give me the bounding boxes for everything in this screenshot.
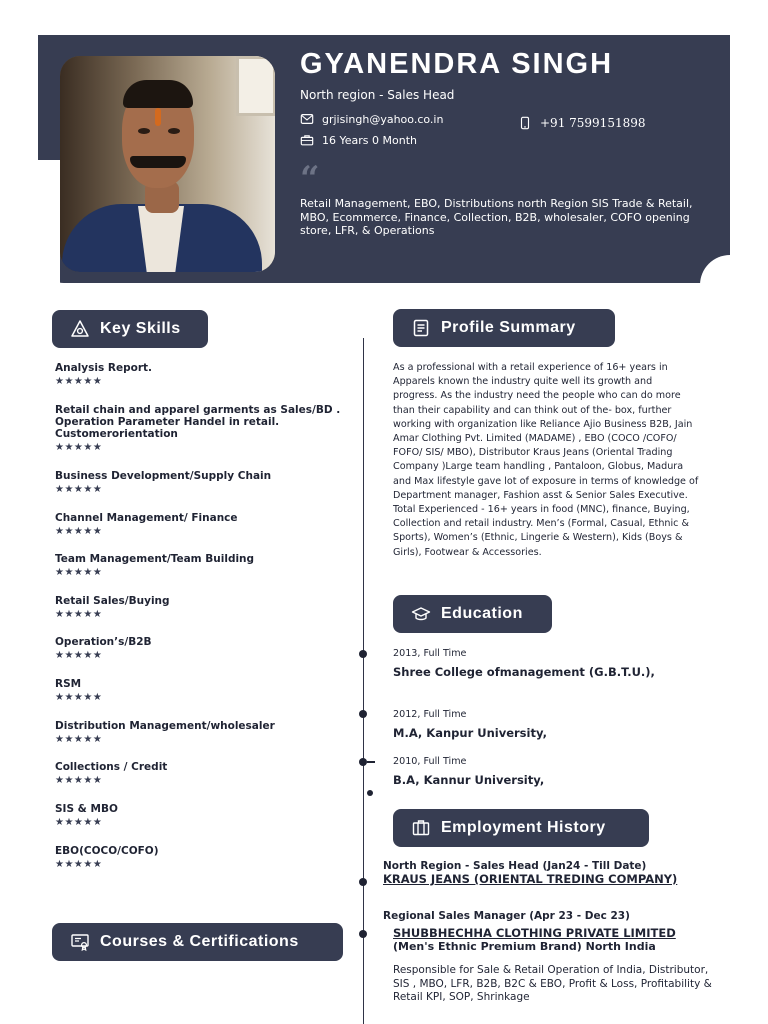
skill-title: Team Management/Team Building — [55, 553, 255, 565]
skill-item — [55, 553, 345, 579]
timeline-dot — [359, 710, 367, 718]
profile-summary-text: As a professional with a retail experience of 16+ years in Apparels known the industry quite well its growth and progress. As the industry need the people who can do more than their capability and can think out of the- box, further working with organization like Reliance Ajio Business B2B, Jain Amar Clothing Pvt. Limited (MADAME) , EBO (COCO /COFO/ FOFO/ SIS/ MBO), Distributor Kraus Jeans (Oriental Trading Company )Large team handling , Pantaloon, Globus, Madura and Max lifestyle gave lot of exposure in terms of knowledge of Department manager, Fashion asst & Senior Sales Executive. Total Experienced - 16+ years in food (MNC), finance, Buying, Collection and retail industry. Men’s (Formal, Casual, Ethnic & Sports), Women’s (Ethnic, Lingerie & Western), Kids (Boys & Girls), Footwear & Accessories. — [393, 362, 699, 558]
skill-title: Collections / Credit — [55, 761, 168, 773]
education-school: Shree College ofmanagement (G.B.T.U.), — [393, 665, 655, 679]
skill-item — [55, 845, 345, 871]
email-text: grjisingh@yahoo.co.in — [322, 112, 444, 126]
key-skills-heading — [52, 310, 208, 348]
mail-icon — [300, 112, 314, 126]
skills-icon — [70, 319, 90, 339]
job-title: Regional Sales Manager (Apr 23 - Dec 23) — [383, 910, 630, 922]
timeline-dot — [359, 930, 367, 938]
mobile-phone-icon — [518, 116, 532, 130]
skill-rating: ★★★★★ — [55, 609, 103, 620]
profile-summary-label: Profile Summary — [441, 319, 576, 336]
skill-title: Distribution Management/wholesaler — [55, 720, 275, 732]
document-icon — [411, 318, 431, 338]
skill-rating: ★★★★★ — [55, 692, 103, 703]
skill-rating: ★★★★★ — [55, 567, 103, 578]
employment-history-label: Employment History — [441, 819, 606, 836]
skill-title: Analysis Report. — [55, 362, 153, 374]
experience-info — [300, 133, 417, 147]
skill-item — [55, 803, 345, 829]
key-skills-label: Key Skills — [100, 320, 181, 337]
skill-rating: ★★★★★ — [55, 376, 103, 387]
skill-item — [55, 761, 345, 787]
skill-rating: ★★★★★ — [55, 775, 103, 786]
job-description: Responsible for Sale & Retail Operation of India, Distributor, SIS , MBO, LFR, B2B, B2C & EBO, Profit & Loss, Profitability & Retail KPI, SOP, Shrinkage — [393, 964, 712, 1003]
skill-title: Operation’s/B2B — [55, 636, 152, 648]
skill-title: Business Development/Supply Chain — [55, 470, 272, 482]
skill-item — [55, 362, 345, 388]
education-school: M.A, Kanpur University, — [393, 726, 547, 740]
skill-rating: ★★★★★ — [55, 442, 103, 453]
skill-title: Retail chain and apparel garments as Sales/BD . Operation Parameter Handel in retail. Customerorientation — [55, 404, 341, 440]
skill-item — [55, 512, 345, 538]
education-year: 2013, Full Time — [393, 648, 467, 659]
education-year: 2010, Full Time — [393, 756, 467, 767]
skill-title: Channel Management/ Finance — [55, 512, 238, 524]
candidate-role: North region - Sales Head — [300, 88, 455, 102]
skill-item — [55, 720, 345, 746]
skill-item — [55, 678, 345, 704]
skill-item — [55, 404, 345, 454]
graduation-cap-icon — [411, 604, 431, 624]
skill-rating: ★★★★★ — [55, 859, 103, 870]
header-summary: Retail Management, EBO, Distributions north Region SIS Trade & Retail, MBO, Ecommerce, Finance, Collection, B2B, wholesaler, COFO opening store, LFR, & Operations — [300, 197, 693, 237]
skill-rating: ★★★★★ — [55, 484, 103, 495]
job-title: North Region - Sales Head (Jan24 - Till Date) — [383, 860, 647, 872]
experience-text: 16 Years 0 Month — [322, 133, 417, 147]
skill-rating: ★★★★★ — [55, 526, 103, 537]
header-notch — [38, 160, 60, 290]
timeline-tick — [367, 761, 375, 763]
timeline-dot — [359, 650, 367, 658]
skill-rating: ★★★★★ — [55, 734, 103, 745]
job-subtitle: (Men's Ethnic Premium Brand) North India — [393, 940, 656, 953]
skill-rating: ★★★★★ — [55, 817, 103, 828]
courses-label: Courses & Certifications — [100, 933, 299, 950]
education-label: Education — [441, 605, 523, 622]
education-heading — [393, 595, 552, 633]
building-icon — [411, 818, 431, 838]
email-contact[interactable] — [300, 112, 443, 126]
skill-rating: ★★★★★ — [55, 650, 103, 661]
skill-title: Retail Sales/Buying — [55, 595, 170, 607]
timeline-dot — [359, 758, 367, 766]
skill-title: RSM — [55, 678, 82, 690]
skill-item — [55, 636, 345, 662]
briefcase-icon — [300, 133, 314, 147]
education-school: B.A, Kannur University, — [393, 773, 545, 787]
courses-heading — [52, 923, 343, 961]
education-year: 2012, Full Time — [393, 709, 467, 720]
profile-summary-heading — [393, 309, 615, 347]
profile-photo — [60, 56, 275, 272]
phone-text: +91 7599151898 — [540, 116, 646, 130]
phone-contact[interactable] — [518, 116, 646, 130]
timeline-line — [363, 338, 364, 1024]
skill-title: SIS & MBO — [55, 803, 118, 815]
job-company: KRAUS JEANS (ORIENTAL TREDING COMPANY) — [383, 872, 678, 886]
certificate-icon — [70, 932, 90, 952]
candidate-name: GYANENDRA SINGH — [300, 48, 614, 80]
job-company: SHUBBHECHHA CLOTHING PRIVATE LIMITED — [393, 926, 676, 940]
timeline-dot — [367, 790, 373, 796]
timeline-dot — [359, 878, 367, 886]
skill-item — [55, 595, 345, 621]
quote-mark: “ — [300, 159, 320, 199]
skill-title: EBO(COCO/COFO) — [55, 845, 159, 857]
employment-history-heading — [393, 809, 649, 847]
skill-item — [55, 470, 345, 496]
